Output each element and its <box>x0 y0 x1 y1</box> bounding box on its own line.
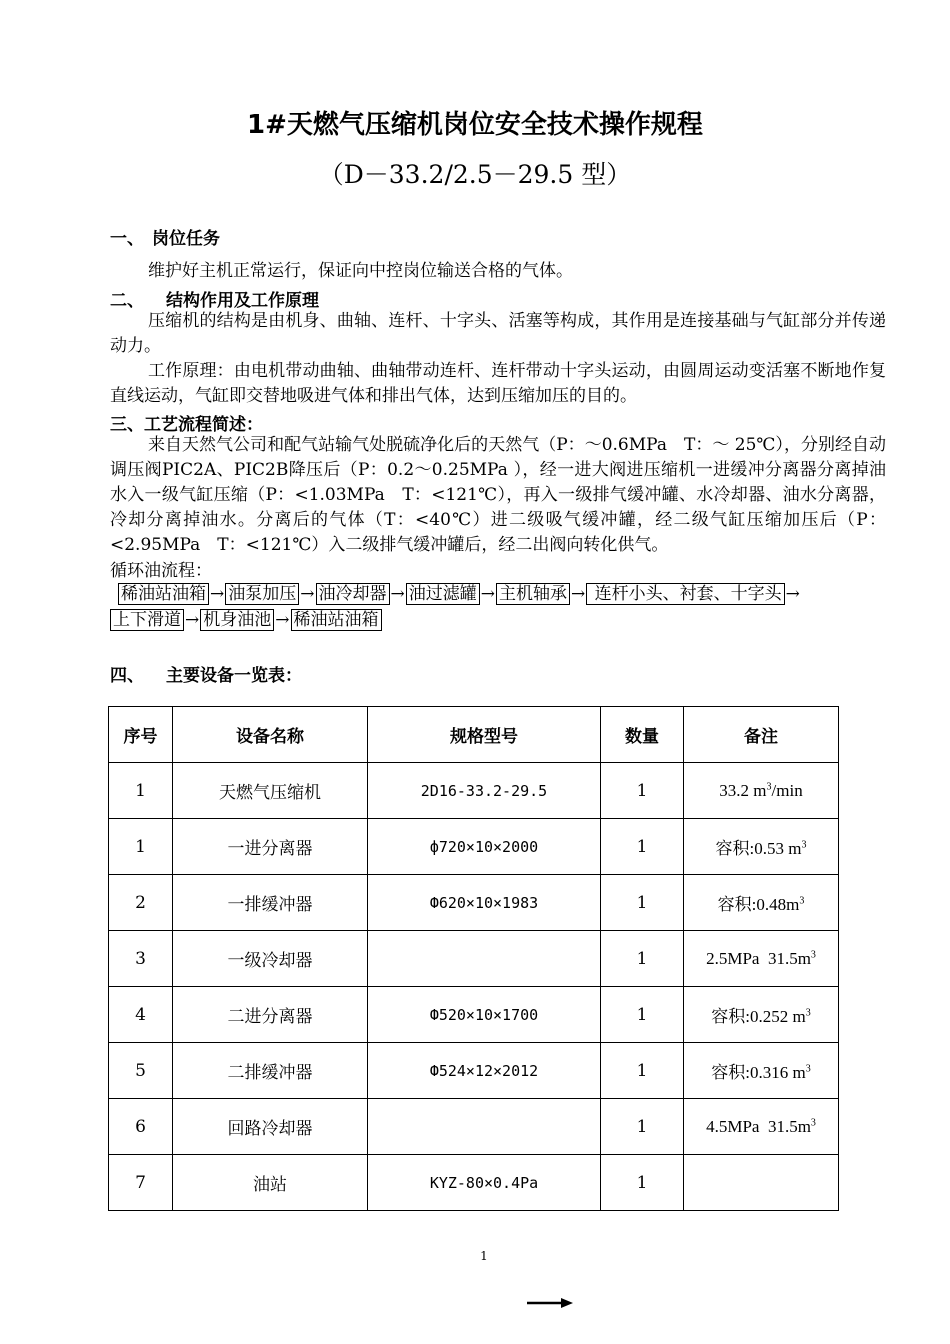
section3-para: 来自天然气公司和配气站输气处脱硫净化后的天然气（P：～0.6MPa T：～ 25℃），分别经自动调压阀PIC2A、PIC2B降压后（P：0.2～0.25MPa ），经一进大阀进压缩机一进缓冲分离器分离掉油水入一级气缸压缩（P：<1.03MPa T：<121℃），再入一级排气缓冲罐、水冷却器、油水分离器，冷却分离掉油水。分离后的气体（T：<40℃）进二级吸气缓冲罐，经二级气缸压缩加压后（P：<2.95MPa T：<121℃）入二级排气缓冲罐后，经二出阀向转化供气。 <box>110 435 886 555</box>
note-text: 容积:0.53 m <box>715 839 802 858</box>
flow-arrow: → <box>275 610 290 630</box>
cell-spec: Ф620×10×1983 <box>368 875 601 931</box>
oil-flow-step: 上下滑道 <box>110 609 184 631</box>
note-superscript: 3 <box>810 1116 816 1128</box>
table-row <box>109 987 839 1043</box>
section4-title: 主要设备一览表： <box>166 666 302 686</box>
cell-qty: 1 <box>601 763 684 819</box>
cell-spec <box>368 1099 601 1155</box>
note-text: 容积:0.48m <box>717 895 800 914</box>
section3-heading: 三、工艺流程简述： <box>110 415 263 435</box>
note-text: 4.5MPa 31.5m <box>706 1116 811 1136</box>
cell-note <box>684 819 839 875</box>
oil-flow-label: 循环油流程： <box>110 561 212 581</box>
cell-qty: 1 <box>601 1043 684 1099</box>
equipment-table <box>108 706 839 1211</box>
cell-no: 2 <box>109 875 173 931</box>
oil-flow-step: 稀油站油箱 <box>291 609 382 631</box>
header-cell-qty: 数量 <box>601 707 684 763</box>
document-title: 1#天燃气压缩机岗位安全技术操作规程 <box>247 110 703 140</box>
note-text: 2.5MPa 31.5m <box>706 948 811 968</box>
cell-qty: 1 <box>601 987 684 1043</box>
arrow-right-icon <box>527 1296 573 1310</box>
section1-text: 维护好主机正常运行，保证向中控岗位输送合格的气体。 <box>148 261 573 281</box>
table-row <box>109 1043 839 1099</box>
flow-arrow: → <box>571 584 586 604</box>
table-row <box>109 1155 839 1211</box>
note-superscript: 3 <box>805 1063 811 1075</box>
header-cell-note: 备注 <box>684 707 839 763</box>
cell-note <box>684 1099 839 1155</box>
table-row <box>109 1099 839 1155</box>
header-cell-name: 设备名称 <box>173 707 368 763</box>
section2-heading <box>110 286 319 311</box>
oil-flow-step: 机身油池 <box>200 609 274 631</box>
cell-name: 一排缓冲器 <box>173 875 368 931</box>
cell-name: 回路冷却器 <box>173 1099 368 1155</box>
note-superscript: 3 <box>799 895 805 907</box>
cell-note <box>684 763 839 819</box>
cell-qty: 1 <box>601 875 684 931</box>
note-superscript: 3 <box>766 780 772 792</box>
cell-spec: Ф524×12×2012 <box>368 1043 601 1099</box>
note-text: 容积:0.252 m <box>711 1007 806 1026</box>
table-row <box>109 931 839 987</box>
cell-no: 4 <box>109 987 173 1043</box>
section2-para2: 工作原理：由电机带动曲轴、曲轴带动连杆、连杆带动十字头运动，由圆周运动变活塞不断地作复直线运动，气缸即交替地吸进气体和排出气体，达到压缩加压的目的。 <box>110 361 886 406</box>
cell-qty: 1 <box>601 819 684 875</box>
cell-no: 5 <box>109 1043 173 1099</box>
note-superscript: 3 <box>810 948 816 960</box>
document-subtitle: （D－33.2/2.5－29.5 型） <box>318 160 632 189</box>
cell-no: 1 <box>109 819 173 875</box>
section1-number: 一、 <box>110 229 144 249</box>
oil-flow-step: 油冷却器 <box>316 583 390 605</box>
note-text: 33.2 m <box>719 780 767 800</box>
page-number: 1 <box>480 1249 488 1263</box>
cell-note <box>684 1155 839 1211</box>
cell-note <box>684 875 839 931</box>
note-tail: /min <box>771 780 803 800</box>
section1-title: 岗位任务 <box>152 229 220 249</box>
note-superscript: 3 <box>805 1007 811 1019</box>
cell-name: 一级冷却器 <box>173 931 368 987</box>
cell-note <box>684 1043 839 1099</box>
oil-flow-step: 主机轴承 <box>496 583 570 605</box>
cell-spec: Ф520×10×1700 <box>368 987 601 1043</box>
table-row <box>109 819 839 875</box>
table-header-row <box>109 707 839 763</box>
cell-no: 7 <box>109 1155 173 1211</box>
cell-spec: ф720×10×2000 <box>368 819 601 875</box>
cell-no: 6 <box>109 1099 173 1155</box>
cell-spec <box>368 931 601 987</box>
cell-name: 二进分离器 <box>173 987 368 1043</box>
section2-title: 结构作用及工作原理 <box>166 291 319 311</box>
note-text: 容积:0.316 m <box>711 1063 806 1082</box>
cell-note <box>684 987 839 1043</box>
flow-arrow: → <box>480 584 495 604</box>
oil-flow-line2 <box>110 607 900 633</box>
cell-qty: 1 <box>601 1155 684 1211</box>
header-cell-spec: 规格型号 <box>368 707 601 763</box>
cell-spec: KYZ-80×0.4Pa <box>368 1155 601 1211</box>
cell-no: 3 <box>109 931 173 987</box>
oil-flow-step: 油泵加压 <box>225 583 299 605</box>
oil-flow-step: 油过滤罐 <box>406 583 480 605</box>
flow-arrow: → <box>390 584 405 604</box>
flow-arrow: → <box>300 584 315 604</box>
cell-name: 油站 <box>173 1155 368 1211</box>
section2-para1: 压缩机的结构是由机身、曲轴、连杆、十字头、活塞等构成，其作用是连接基础与气缸部分并传递动力。 <box>110 311 886 356</box>
cell-name: 天燃气压缩机 <box>173 763 368 819</box>
note-superscript: 3 <box>801 839 807 851</box>
oil-flow-line1 <box>110 581 900 607</box>
section1-heading <box>110 224 220 249</box>
oil-flow-step: 稀油站油箱 <box>118 583 209 605</box>
cell-qty: 1 <box>601 1099 684 1155</box>
cell-spec: 2D16-33.2-29.5 <box>368 763 601 819</box>
cell-name: 一进分离器 <box>173 819 368 875</box>
cell-name: 二排缓冲器 <box>173 1043 368 1099</box>
cell-no: 1 <box>109 763 173 819</box>
section2-number: 二、 <box>110 291 144 311</box>
table-row <box>109 875 839 931</box>
cell-note <box>684 931 839 987</box>
section4-heading <box>110 661 302 686</box>
flow-arrow: → <box>785 584 800 604</box>
oil-flow-step: 连杆小头、衬套、十字头 <box>586 583 784 605</box>
table-row <box>109 763 839 819</box>
section4-number: 四、 <box>110 666 144 686</box>
flow-arrow: → <box>210 584 225 604</box>
flow-arrow: → <box>185 610 200 630</box>
header-cell-no: 序号 <box>109 707 173 763</box>
cell-qty: 1 <box>601 931 684 987</box>
